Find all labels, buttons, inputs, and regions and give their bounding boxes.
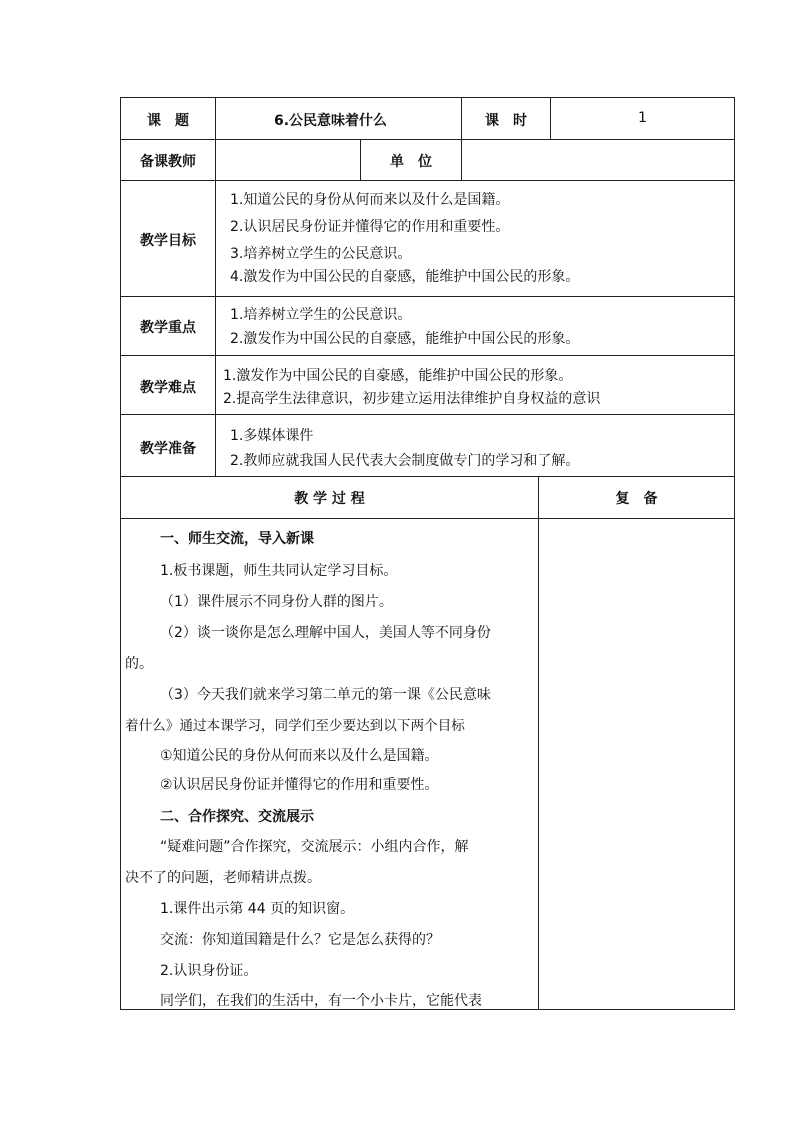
difficulties-item-1: 1.激发作为中国公民的自豪感，能维护中国公民的形象。	[223, 368, 573, 384]
table-border-right	[734, 97, 735, 1010]
title-label: 课 题	[147, 113, 189, 129]
period-value: 1	[638, 110, 647, 126]
process-line-15: 2.认识身份证。	[160, 963, 258, 979]
table-border-top	[120, 97, 735, 98]
period-label: 课 时	[485, 113, 527, 129]
objectives-item-4: 4.激发作为中国公民的自豪感，能维护中国公民的形象。	[230, 269, 580, 285]
row-line-4	[120, 355, 735, 356]
process-line-8: ①知道公民的身份从何而来以及什么是国籍。	[160, 748, 439, 764]
process-line-16: 同学们，在我们的生活中，有一个小卡片，它能代表	[160, 993, 482, 1009]
process-line-3: （1）课件展示不同身份人群的图片。	[160, 594, 393, 610]
process-line-7: 着什么》通过本课学习，同学们至少要达到以下两个目标	[125, 718, 465, 734]
process-line-1: 一、师生交流，导入新课	[160, 531, 314, 547]
col-line-r2-c	[461, 139, 462, 180]
col-line-objectives	[215, 180, 216, 296]
difficulties-item-2: 2.提高学生法律意识，初步建立运用法律维护自身权益的意识	[223, 391, 601, 407]
unit-label: 单 位	[390, 154, 432, 170]
objectives-item-3: 3.培养树立学生的公民意识。	[230, 246, 412, 262]
process-line-2: 1.板书课题，师生共同认定学习目标。	[160, 563, 398, 579]
process-line-12: 决不了的问题，老师精讲点拨。	[125, 870, 321, 886]
process-line-10: 二、合作探究、交流展示	[160, 809, 314, 825]
row-line-5	[120, 414, 735, 415]
title-value: 6.公民意味着什么	[274, 113, 388, 129]
preparation-item-2: 2.教师应就我国人民代表大会制度做专门的学习和了解。	[230, 453, 580, 469]
col-line-preparation	[215, 414, 216, 476]
review-header: 复 备	[615, 491, 658, 507]
row-line-1	[120, 139, 735, 140]
row-line-2	[120, 180, 735, 181]
row-line-3	[120, 296, 735, 297]
difficulties-label: 教学难点	[140, 380, 196, 396]
keypoints-label: 教学重点	[140, 320, 196, 336]
process-header: 教 学 过 程	[294, 491, 365, 507]
process-line-5: 的。	[125, 656, 153, 672]
process-line-6: （3）今天我们就来学习第二单元的第一课《公民意味	[160, 687, 491, 703]
process-line-13: 1.课件出示第 44 页的知识窗。	[160, 901, 355, 917]
row-line-6	[120, 476, 735, 477]
preparation-item-1: 1.多媒体课件	[230, 428, 314, 444]
col-line-keypoints	[215, 296, 216, 355]
teacher-label: 备课教师	[140, 154, 196, 170]
col-line-r2-a	[215, 139, 216, 180]
process-line-11: “疑难问题”合作探究，交流展示：小组内合作，解	[160, 839, 469, 855]
col-line-difficulties	[215, 355, 216, 414]
objectives-item-1: 1.知道公民的身份从何而来以及什么是国籍。	[230, 192, 510, 208]
keypoints-item-2: 2.激发作为中国公民的自豪感，能维护中国公民的形象。	[230, 331, 580, 347]
col-line-process	[538, 476, 539, 1010]
preparation-label: 教学准备	[140, 441, 196, 457]
objectives-item-2: 2.认识居民身份证并懂得它的作用和重要性。	[230, 219, 510, 235]
col-line-r1-c	[550, 97, 551, 139]
keypoints-item-1: 1.培养树立学生的公民意识。	[230, 307, 412, 323]
process-line-14: 交流：你知道国籍是什么？它是怎么获得的？	[160, 932, 440, 948]
col-line-r1-a	[215, 97, 216, 139]
row-line-7	[120, 518, 735, 519]
process-line-4: （2）谈一谈你是怎么理解中国人，美国人等不同身份	[160, 625, 491, 641]
process-line-9: ②认识居民身份证并懂得它的作用和重要性。	[160, 777, 439, 793]
objectives-label: 教学目标	[140, 233, 196, 249]
